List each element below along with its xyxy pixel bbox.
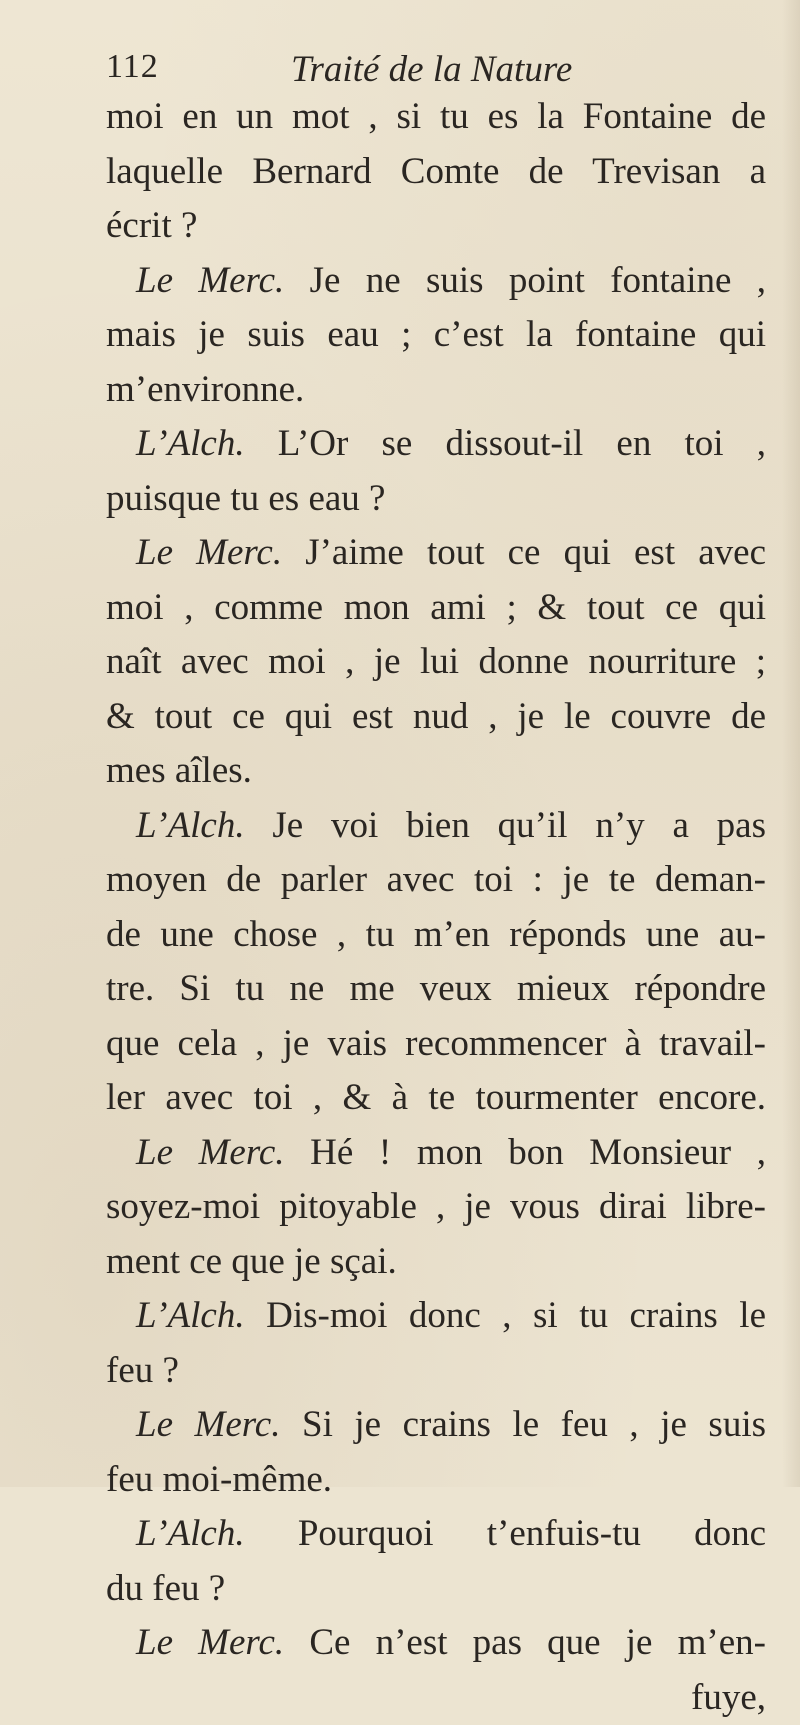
speaker-label: Le Merc.: [136, 1622, 284, 1663]
text-line: moyen de parler avec toi : je te deman-: [106, 853, 766, 908]
text-block: [106, 90, 766, 1725]
text-line: moi en un mot , si tu es la Fontaine de: [106, 90, 766, 145]
speaker-label: Le Merc.: [136, 532, 282, 573]
text-line: écrit ?: [106, 199, 766, 254]
text-line: du feu ?: [106, 1562, 766, 1617]
text-line: & tout ce qui est nud , je le couvre de: [106, 690, 766, 745]
speaker-label: L’Alch.: [136, 1513, 245, 1554]
text-line: mes aîles.: [106, 744, 766, 799]
text-line: que cela , je vais recommencer à travail-: [106, 1017, 766, 1072]
dialogue-line: Le Merc. Hé ! mon bon Monsieur ,: [106, 1126, 766, 1181]
text-line: puisque tu es eau ?: [106, 472, 766, 527]
dialogue-line: Le Merc. Ce n’est pas que je m’en-: [106, 1616, 766, 1671]
speaker-label: Le Merc.: [136, 260, 284, 301]
catchword: fuye,: [106, 1671, 766, 1725]
speaker-label: L’Alch.: [136, 1295, 245, 1336]
text-line: m’environne.: [106, 363, 766, 418]
text-line: feu ?: [106, 1344, 766, 1399]
text-line: mais je suis eau ; c’est la fontaine qui: [106, 308, 766, 363]
speaker-label: Le Merc.: [136, 1404, 280, 1445]
dialogue-line: L’Alch. Pourquoi t’enfuis-tu donc: [106, 1507, 766, 1562]
page-number: 112: [106, 48, 159, 86]
speaker-label: L’Alch.: [136, 805, 245, 846]
dialogue-line: L’Alch. L’Or se dissout-il en toi ,: [106, 417, 766, 472]
dialogue-line: Le Merc. J’aime tout ce qui est avec: [106, 526, 766, 581]
text-line: feu moi-même.: [106, 1453, 766, 1508]
dialogue-line: L’Alch. Je voi bien qu’il n’y a pas: [106, 799, 766, 854]
text-line: soyez-moi pitoyable , je vous dirai libre-: [106, 1180, 766, 1235]
text-line: naît avec moi , je lui donne nourriture ;: [106, 635, 766, 690]
text-line: moi , comme mon ami ; & tout ce qui: [106, 581, 766, 636]
dialogue-line: L’Alch. Dis-moi donc , si tu crains le: [106, 1289, 766, 1344]
speaker-label: Le Merc.: [136, 1132, 285, 1173]
speaker-label: L’Alch.: [136, 423, 245, 464]
text-line: tre. Si tu ne me veux mieux répondre: [106, 962, 766, 1017]
text-line: de une chose , tu m’en réponds une au-: [106, 908, 766, 963]
text-line: ler avec toi , & à te tourmenter encore.: [106, 1071, 766, 1126]
dialogue-line: Le Merc. Je ne suis point fontaine ,: [106, 254, 766, 309]
running-head: Traité de la Nature: [291, 48, 572, 91]
text-line: laquelle Bernard Comte de Trevisan a: [106, 145, 766, 200]
dialogue-line: Le Merc. Si je crains le feu , je suis: [106, 1398, 766, 1453]
text-line: ment ce que je sçai.: [106, 1235, 766, 1290]
